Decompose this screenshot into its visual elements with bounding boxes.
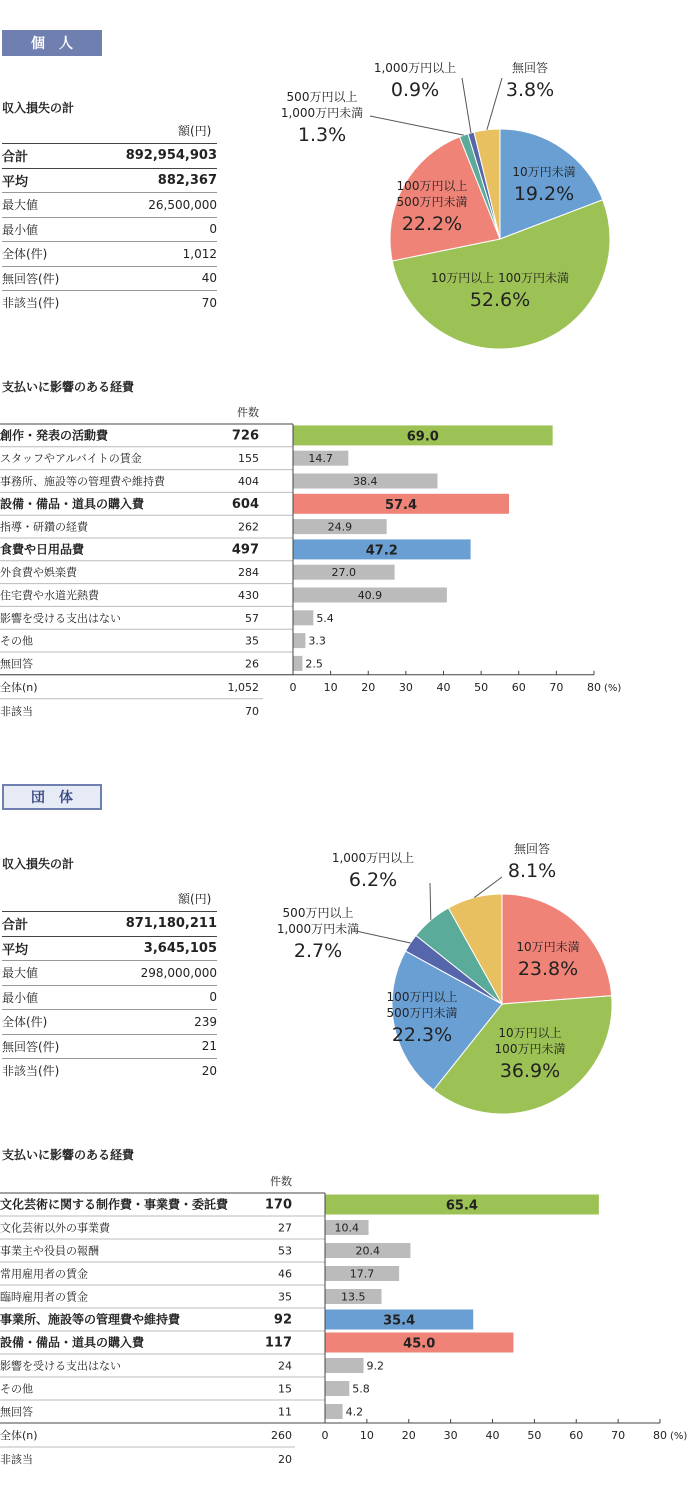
bar-category-label: 文化芸術に関する制作費・事業費・委託費	[0, 1197, 229, 1212]
bar-category-label: 事業主や役員の報酬	[0, 1244, 99, 1258]
summary-row-value: 21	[201, 1039, 217, 1053]
x-tick-label: 70	[549, 680, 564, 694]
group-expense-heading: 支払いに影響のある経費	[2, 1148, 135, 1162]
summary-row	[2, 144, 217, 167]
x-tick-label: 0	[289, 680, 297, 694]
bar-value-label: 45.0	[403, 1336, 436, 1352]
pie-slice-value: 0.9%	[390, 79, 440, 101]
count-header: 件数	[237, 406, 259, 419]
bar	[325, 1381, 349, 1396]
pie-slice-label: 無回答	[511, 61, 549, 75]
summary-row	[2, 267, 217, 290]
bar-category-label: 無回答	[0, 657, 33, 671]
x-tick-label: 10	[323, 680, 338, 694]
summary-row-value: 0	[209, 222, 217, 236]
x-tick-label: 60	[511, 680, 526, 694]
bar-value-label: 69.0	[406, 429, 439, 445]
section-tag-group: 団体	[2, 784, 102, 810]
bar-count: 155	[238, 452, 259, 466]
bar-value-label: 27.0	[331, 566, 357, 580]
pie-slice-value: 8.1%	[507, 860, 557, 882]
count-header: 件数	[270, 1175, 292, 1188]
pie-slice-label: 10万円以上	[498, 1026, 562, 1040]
summary-row-label: 非該当(件)	[2, 296, 60, 310]
summary-row-label: 最大値	[2, 198, 39, 212]
bar-value-label: 35.4	[383, 1313, 416, 1329]
bar-value-label: 47.2	[365, 543, 398, 559]
bar-value-label: 38.4	[352, 475, 378, 488]
bar-value-label: 3.3	[308, 634, 326, 648]
footer-label: 全体(n)	[0, 680, 38, 694]
x-tick-label: 70	[611, 1429, 626, 1442]
bar-count: 430	[238, 589, 259, 602]
footer-label: 全体(n)	[0, 1429, 38, 1442]
footer-label: 非該当	[0, 1453, 33, 1466]
pie-slice-value: 6.2%	[348, 869, 398, 891]
bar-value-label: 5.8	[352, 1382, 370, 1396]
group-summary-heading: 収入損失の計	[2, 857, 75, 871]
summary-row	[2, 242, 217, 265]
bar-count: 284	[238, 566, 259, 580]
bar-count: 46	[278, 1267, 292, 1281]
individual-summary-table	[2, 143, 217, 318]
footer-count: 1,052	[227, 680, 259, 694]
summary-row-value: 70	[201, 295, 217, 310]
summary-row	[2, 218, 217, 241]
bar-count: 24	[278, 1359, 292, 1373]
bar-count: 11	[278, 1405, 292, 1419]
bar-category-label: 食費や日用品費	[0, 542, 85, 557]
summary-row	[2, 912, 217, 935]
summary-row-value: 239	[194, 1014, 217, 1029]
bar	[293, 633, 305, 648]
bar-category-label: その他	[0, 634, 33, 648]
summary-row-value: 298,000,000	[140, 965, 217, 980]
summary-row-value: 871,180,211	[125, 916, 217, 931]
pie-slice-label: 10万円以上 100万円未満	[431, 271, 569, 285]
bar-category-label: 臨時雇用者の賃金	[0, 1290, 88, 1304]
group-expense-bar-chart	[0, 1170, 691, 1470]
pie-slice-label: 1,000万円未満	[280, 106, 364, 120]
x-tick-label: 20	[361, 680, 376, 694]
bar-value-label: 4.2	[345, 1405, 364, 1419]
bar	[293, 610, 313, 625]
bar-value-label: 14.7	[308, 452, 333, 466]
pie-slice-label: 100万円以上	[386, 990, 458, 1004]
bar-category-label: 設備・備品・道具の購入費	[0, 1335, 145, 1350]
bar-count: 35	[245, 634, 259, 648]
footer-count: 70	[245, 704, 259, 718]
x-tick-label: 30	[443, 1429, 458, 1442]
summary-row	[2, 937, 217, 960]
summary-row	[2, 193, 217, 216]
pie-slice-label: 500万円以上	[286, 90, 358, 104]
summary-row	[2, 291, 217, 314]
summary-row-value: 3,645,105	[143, 940, 217, 956]
summary-row-value: 882,367	[157, 172, 217, 188]
pie-slice-value: 2.7%	[293, 940, 343, 962]
summary-row-value: 892,954,903	[125, 148, 217, 163]
x-tick-label: 50	[527, 1429, 542, 1442]
bar-count: 57	[245, 611, 259, 625]
summary-row-label: 全体(件)	[2, 1015, 48, 1029]
bar-value-label: 5.4	[316, 611, 334, 625]
bar-category-label: 創作・発表の活動費	[0, 428, 109, 443]
bar-value-label: 24.9	[327, 520, 353, 534]
group-income-loss-pie-chart	[270, 835, 690, 1125]
bar-count: 92	[273, 1312, 292, 1328]
summary-row	[2, 1035, 217, 1058]
bar-count: 26	[245, 657, 259, 671]
x-tick-label: 60	[569, 1429, 584, 1442]
summary-row-value: 40	[201, 271, 217, 285]
pie-slice-label: 500万円未満	[396, 195, 468, 209]
summary-row-label: 無回答(件)	[2, 1039, 60, 1054]
summary-row	[2, 961, 217, 984]
bar-count: 53	[278, 1244, 292, 1258]
summary-row-value: 26,500,000	[148, 197, 217, 212]
pie-leader-line	[462, 78, 471, 133]
bar-category-label: 事業所、施設等の管理費や維持費	[0, 1312, 181, 1327]
individual-expense-heading: 支払いに影響のある経費	[2, 380, 135, 394]
bar-category-label: 外食費や娯楽費	[0, 566, 77, 580]
bar-category-label: 影響を受ける支出はない	[0, 611, 121, 625]
bar-category-label: 常用雇用者の賃金	[0, 1267, 88, 1281]
bar-value-label: 9.2	[366, 1359, 385, 1373]
pie-slice-value: 3.8%	[505, 79, 555, 101]
x-axis-unit: (%)	[670, 1431, 688, 1442]
bar-category-label: 無回答	[0, 1405, 33, 1419]
pie-slice-label: 100万円未満	[494, 1042, 566, 1056]
summary-row-label: 合計	[2, 918, 29, 933]
bar-value-label: 57.4	[384, 497, 418, 513]
summary-row	[2, 1010, 217, 1033]
x-tick-label: 40	[485, 1429, 500, 1442]
summary-row-label: 平均	[2, 942, 29, 958]
footer-label: 非該当	[0, 704, 33, 718]
bar-category-label: その他	[0, 1382, 33, 1396]
bar-value-label: 13.5	[341, 1290, 366, 1304]
x-tick-label: 80	[653, 1429, 667, 1442]
summary-row-label: 最小値	[2, 222, 39, 237]
summary-row	[2, 1059, 217, 1082]
bar-category-label: スタッフやアルバイトの賃金	[0, 452, 142, 466]
summary-row-label: 非該当(件)	[2, 1064, 60, 1078]
bar-value-label: 40.9	[357, 589, 383, 602]
x-tick-label: 30	[398, 680, 413, 694]
bar-count: 27	[278, 1221, 292, 1235]
group-summary-unit: 額(円)	[178, 892, 212, 906]
x-tick-label: 80	[587, 680, 601, 694]
bar-count: 117	[264, 1335, 292, 1351]
bar-value-label: 2.5	[305, 657, 323, 671]
individual-summary-heading: 収入損失の計	[2, 101, 75, 115]
bar-count: 404	[238, 475, 259, 488]
pie-slice-label: 500万円以上	[282, 906, 354, 920]
pie-leader-line	[487, 78, 502, 130]
bar-category-label: 設備・備品・道具の購入費	[0, 496, 145, 511]
summary-row-label: 合計	[2, 150, 29, 165]
bar-value-label: 20.4	[355, 1244, 380, 1258]
x-tick-label: 40	[436, 680, 451, 694]
x-tick-label: 0	[321, 1429, 329, 1442]
pie-slice-value: 36.9%	[499, 1060, 561, 1082]
pie-slice-label: 10万円未満	[512, 165, 576, 179]
bar-value-label: 17.7	[349, 1267, 375, 1281]
pie-slice-label: 1,000万円以上	[373, 61, 457, 75]
pie-slice-label: 100万円以上	[396, 179, 468, 193]
summary-row	[2, 169, 217, 192]
summary-row-value: 1,012	[182, 246, 217, 261]
x-tick-label: 50	[474, 680, 489, 694]
pie-slice-label: 500万円未満	[386, 1006, 458, 1020]
bar	[293, 656, 302, 671]
summary-row-value: 20	[201, 1063, 217, 1078]
bar-count: 604	[231, 496, 259, 512]
group-summary-table	[2, 911, 217, 1086]
bar-category-label: 住宅費や水道光熱費	[0, 589, 99, 602]
bar-count: 170	[264, 1197, 292, 1213]
pie-slice-value: 22.3%	[391, 1024, 453, 1046]
bar-value-label: 10.4	[334, 1221, 360, 1235]
pie-slice-value: 19.2%	[513, 183, 575, 205]
bar	[325, 1404, 343, 1419]
summary-row-label: 最小値	[2, 990, 39, 1005]
bar	[325, 1358, 364, 1373]
x-tick-label: 20	[401, 1429, 416, 1442]
bar-value-label: 65.4	[445, 1198, 478, 1214]
pie-slice-value: 23.8%	[517, 958, 579, 980]
bar-count: 726	[231, 428, 259, 444]
pie-slice-value: 22.2%	[401, 213, 463, 235]
summary-row-label: 全体(件)	[2, 247, 48, 261]
x-tick-label: 10	[359, 1429, 374, 1442]
individual-expense-bar-chart	[0, 400, 691, 720]
summary-row-label: 平均	[2, 174, 29, 190]
x-axis-unit: (%)	[604, 682, 622, 694]
footer-count: 20	[278, 1453, 292, 1466]
individual-income-loss-pie-chart	[270, 50, 690, 360]
pie-slice-value: 52.6%	[469, 289, 531, 311]
summary-row-label: 無回答(件)	[2, 271, 60, 286]
pie-slice-label: 1,000万円以上	[331, 851, 415, 865]
bar-category-label: 文化芸術以外の事業費	[0, 1221, 110, 1235]
summary-row-value: 0	[209, 990, 217, 1004]
summary-row	[2, 986, 217, 1009]
bar-category-label: 指導・研鑽の経費	[0, 520, 88, 534]
individual-summary-unit: 額(円)	[178, 124, 212, 138]
footer-count: 260	[271, 1429, 292, 1442]
pie-leader-line	[370, 116, 464, 135]
bar-category-label: 事務所、施設等の管理費や維持費	[0, 475, 165, 488]
section-tag-individual: 個人	[2, 30, 102, 56]
pie-slice-value: 1.3%	[297, 124, 347, 146]
bar-count: 15	[278, 1382, 292, 1396]
bar-count: 35	[278, 1290, 292, 1304]
summary-row-label: 最大値	[2, 966, 39, 980]
pie-slice-label: 1,000万円未満	[276, 922, 360, 936]
bar-category-label: 影響を受ける支出はない	[0, 1359, 121, 1373]
pie-slice-label: 無回答	[513, 842, 551, 856]
pie-leader-line	[430, 883, 431, 920]
pie-leader-line	[356, 931, 410, 943]
pie-slice-label: 10万円未満	[516, 940, 580, 954]
bar-count: 262	[238, 520, 259, 534]
bar-count: 497	[231, 542, 259, 558]
